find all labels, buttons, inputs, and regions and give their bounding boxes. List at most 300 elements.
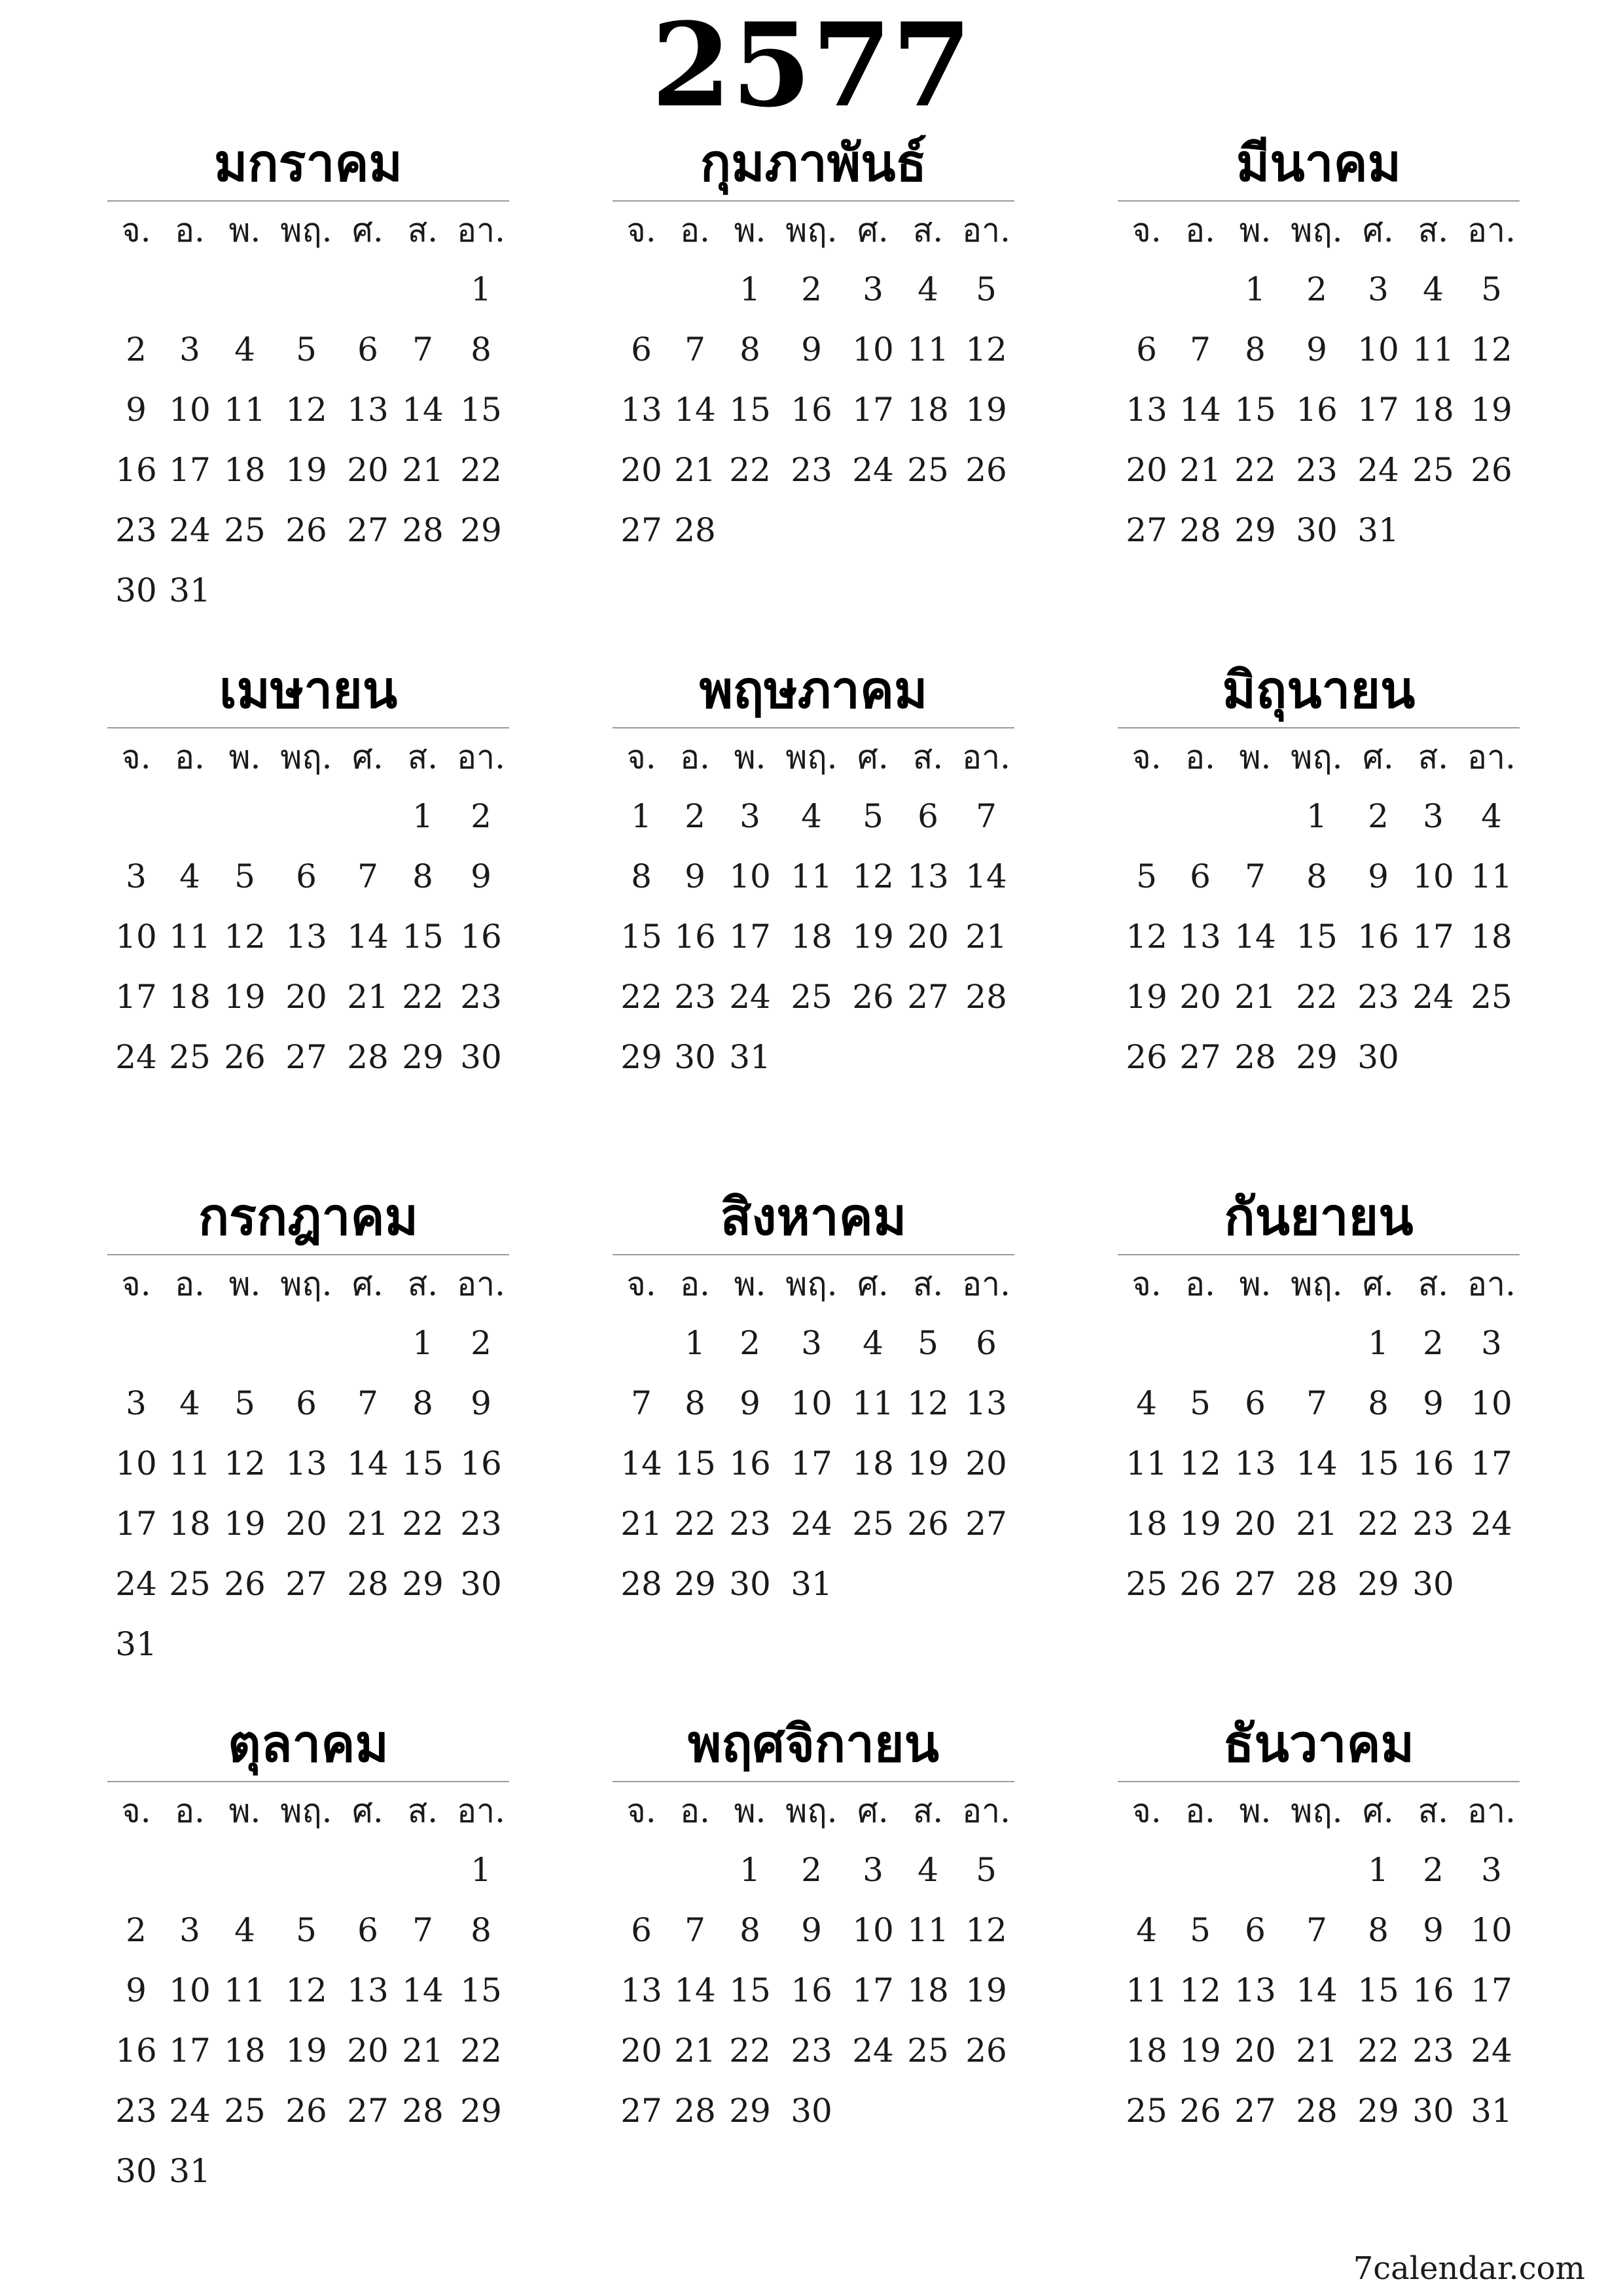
empty-cell — [1120, 1313, 1173, 1373]
day-cell: 29 — [402, 1565, 444, 1603]
day-cell: 17 — [1412, 918, 1454, 956]
day-cell: 5 — [863, 797, 883, 835]
month-name: เมษายน — [219, 661, 398, 720]
weekday-label: ส. — [1418, 1792, 1449, 1830]
day-cell: 15 — [460, 391, 502, 429]
weekday-label: ศ. — [857, 1792, 889, 1830]
day-cell: 25 — [791, 978, 832, 1016]
day-cell: 8 — [1368, 1384, 1389, 1422]
weekday-label: ส. — [912, 738, 944, 776]
day-cell: 8 — [740, 331, 760, 368]
day-cell: 1 — [1306, 797, 1327, 835]
day-cell: 23 — [115, 2092, 157, 2130]
day-cell: 14 — [1179, 391, 1221, 429]
weekday-label: ศ. — [352, 1792, 383, 1830]
day-cell: 22 — [1357, 1505, 1399, 1543]
day-cell: 3 — [179, 331, 200, 368]
day-cell: 8 — [631, 857, 652, 895]
day-cell: 19 — [1179, 1505, 1221, 1543]
day-cell: 11 — [169, 918, 211, 956]
day-cell: 24 — [729, 978, 771, 1016]
empty-cell — [1120, 786, 1173, 846]
weekday-label: อ. — [680, 211, 710, 249]
day-cell: 9 — [740, 1384, 760, 1422]
day-cell: 30 — [1357, 1038, 1399, 1076]
day-cell: 10 — [852, 1911, 894, 1949]
day-cell: 4 — [179, 857, 200, 895]
weekday-label: พฤ. — [1291, 738, 1343, 776]
day-cell: 24 — [852, 451, 894, 489]
day-grid — [107, 1255, 509, 1674]
month-block — [107, 1185, 509, 1674]
day-cell: 27 — [907, 978, 949, 1016]
weekday-label: ศ. — [352, 738, 383, 776]
day-cell: 23 — [729, 1505, 771, 1543]
day-cell: 24 — [1471, 1505, 1512, 1543]
day-cell: 16 — [1296, 391, 1338, 429]
day-cell: 8 — [1368, 1911, 1389, 1949]
month-name: พฤศจิกายน — [688, 1715, 939, 1774]
empty-cell — [1283, 1840, 1351, 1900]
day-cell: 27 — [1179, 1038, 1221, 1076]
day-cell: 28 — [347, 1565, 389, 1603]
day-cell: 31 — [1357, 511, 1399, 549]
day-cell: 12 — [1126, 918, 1168, 956]
weekday-label: อา. — [1467, 1265, 1516, 1303]
day-grid — [1118, 202, 1520, 560]
day-cell: 22 — [620, 978, 662, 1016]
day-cell: 9 — [126, 391, 147, 429]
weekday-label: อา. — [457, 1792, 505, 1830]
day-cell: 17 — [852, 1971, 894, 2009]
day-cell: 12 — [1471, 331, 1512, 368]
day-cell: 11 — [224, 391, 266, 429]
weekday-label: ศ. — [1363, 1792, 1394, 1830]
day-cell: 3 — [1423, 797, 1444, 835]
day-cell: 28 — [1296, 2092, 1338, 2130]
weekday-label: อ. — [1185, 1792, 1215, 1830]
day-cell: 29 — [620, 1038, 662, 1076]
weekday-label: อา. — [457, 738, 505, 776]
day-cell: 5 — [296, 1911, 317, 1949]
day-cell: 9 — [801, 1911, 822, 1949]
day-cell: 6 — [918, 797, 938, 835]
day-grid — [613, 1255, 1014, 1614]
empty-cell — [1173, 1313, 1228, 1373]
day-cell: 6 — [1190, 857, 1211, 895]
day-cell: 6 — [1245, 1384, 1266, 1422]
day-cell: 10 — [1412, 857, 1454, 895]
day-cell: 6 — [357, 331, 378, 368]
weekday-label: พฤ. — [280, 211, 332, 249]
weekday-label: ศ. — [857, 1265, 889, 1303]
weekday-label: อ. — [680, 1792, 710, 1830]
day-cell: 13 — [1179, 918, 1221, 956]
day-cell: 22 — [402, 1505, 444, 1543]
day-cell: 13 — [965, 1384, 1007, 1422]
day-cell: 29 — [674, 1565, 716, 1603]
day-cell: 2 — [1368, 797, 1389, 835]
day-cell: 26 — [1179, 2092, 1221, 2130]
empty-cell — [1283, 1313, 1351, 1373]
day-cell: 30 — [1412, 1565, 1454, 1603]
day-cell: 19 — [285, 451, 327, 489]
day-cell: 10 — [115, 918, 157, 956]
day-cell: 21 — [347, 978, 389, 1016]
empty-cell — [1120, 1840, 1173, 1900]
day-cell: 24 — [852, 2032, 894, 2070]
empty-cell — [217, 259, 272, 319]
day-cell: 7 — [1245, 857, 1266, 895]
weekday-label: จ. — [121, 211, 151, 249]
day-cell: 2 — [1423, 1324, 1444, 1362]
day-cell: 4 — [1136, 1384, 1157, 1422]
day-cell: 3 — [863, 270, 883, 308]
day-cell: 30 — [460, 1565, 502, 1603]
day-cell: 12 — [965, 1911, 1007, 1949]
day-cell: 23 — [1412, 2032, 1454, 2070]
day-cell: 5 — [976, 270, 997, 308]
day-cell: 7 — [412, 331, 433, 368]
weekday-label: อ. — [680, 1265, 710, 1303]
day-cell: 7 — [976, 797, 997, 835]
weekday-label: พฤ. — [280, 1792, 332, 1830]
day-cell: 2 — [740, 1324, 760, 1362]
day-cell: 8 — [740, 1911, 760, 1949]
day-cell: 8 — [1245, 331, 1266, 368]
day-cell: 16 — [791, 1971, 832, 2009]
day-cell: 22 — [460, 2032, 502, 2070]
day-cell: 2 — [801, 1851, 822, 1889]
weekday-label: อา. — [1467, 211, 1516, 249]
day-cell: 25 — [1471, 978, 1512, 1016]
day-cell: 31 — [1471, 2092, 1512, 2130]
day-cell: 31 — [169, 571, 211, 609]
day-cell: 4 — [1136, 1911, 1157, 1949]
month-name: ธันวาคม — [1222, 1715, 1415, 1774]
day-cell: 6 — [631, 331, 652, 368]
day-cell: 1 — [471, 270, 491, 308]
day-cell: 9 — [1423, 1911, 1444, 1949]
weekday-label: อ. — [175, 211, 205, 249]
day-cell: 3 — [1368, 270, 1389, 308]
day-cell: 20 — [285, 978, 327, 1016]
day-cell: 28 — [1296, 1565, 1338, 1603]
day-cell: 5 — [976, 1851, 997, 1889]
day-cell: 14 — [674, 391, 716, 429]
day-cell: 17 — [1357, 391, 1399, 429]
day-cell: 21 — [1296, 1505, 1338, 1543]
day-cell: 11 — [1471, 857, 1512, 895]
empty-cell — [668, 259, 722, 319]
day-cell: 3 — [863, 1851, 883, 1889]
weekday-label: พ. — [228, 1265, 261, 1303]
day-cell: 24 — [791, 1505, 832, 1543]
day-cell: 7 — [1306, 1911, 1327, 1949]
day-cell: 30 — [791, 2092, 832, 2130]
weekday-label: ส. — [1418, 211, 1449, 249]
day-cell: 27 — [1126, 511, 1168, 549]
month-block — [613, 1712, 1014, 2141]
empty-cell — [1228, 1840, 1283, 1900]
day-cell: 11 — [852, 1384, 894, 1422]
day-cell: 15 — [402, 1444, 444, 1482]
day-cell: 16 — [1412, 1444, 1454, 1482]
day-cell: 29 — [460, 511, 502, 549]
day-cell: 12 — [224, 1444, 266, 1482]
day-cell: 22 — [402, 978, 444, 1016]
day-cell: 1 — [412, 1324, 433, 1362]
day-cell: 19 — [224, 978, 266, 1016]
day-cell: 25 — [1126, 2092, 1168, 2130]
weekday-label: จ. — [1132, 211, 1162, 249]
day-cell: 23 — [460, 978, 502, 1016]
day-cell: 28 — [674, 2092, 716, 2130]
day-cell: 14 — [402, 1971, 444, 2009]
empty-cell — [1228, 786, 1283, 846]
day-cell: 12 — [1179, 1971, 1221, 2009]
day-cell: 12 — [285, 1971, 327, 2009]
day-cell: 21 — [674, 451, 716, 489]
day-cell: 24 — [169, 2092, 211, 2130]
day-cell: 16 — [115, 2032, 157, 2070]
day-cell: 31 — [169, 2152, 211, 2190]
month-block — [107, 131, 509, 620]
day-cell: 17 — [115, 978, 157, 1016]
month-name: มกราคม — [214, 134, 402, 193]
day-cell: 9 — [1423, 1384, 1444, 1422]
weekday-label: อ. — [1185, 738, 1215, 776]
day-cell: 20 — [620, 451, 662, 489]
day-cell: 18 — [224, 2032, 266, 2070]
day-cell: 14 — [620, 1444, 662, 1482]
day-cell: 22 — [1234, 451, 1276, 489]
weekday-label: ส. — [912, 1265, 944, 1303]
day-cell: 11 — [169, 1444, 211, 1482]
weekday-label: พ. — [734, 738, 766, 776]
day-cell: 25 — [169, 1565, 211, 1603]
day-cell: 8 — [1306, 857, 1327, 895]
day-cell: 27 — [347, 511, 389, 549]
weekday-label: พฤ. — [785, 1265, 838, 1303]
weekday-label: จ. — [626, 211, 656, 249]
weekday-label: พ. — [228, 1792, 261, 1830]
day-cell: 27 — [1234, 2092, 1276, 2130]
weekday-label: ศ. — [352, 1265, 383, 1303]
day-cell: 20 — [1234, 2032, 1276, 2070]
day-cell: 13 — [907, 857, 949, 895]
empty-cell — [340, 259, 395, 319]
weekday-label: พ. — [734, 1792, 766, 1830]
day-cell: 23 — [460, 1505, 502, 1543]
day-cell: 30 — [729, 1565, 771, 1603]
month-name: ตุลาคม — [228, 1715, 389, 1774]
weekday-label: พ. — [734, 1265, 766, 1303]
day-cell: 23 — [1357, 978, 1399, 1016]
day-cell: 15 — [620, 918, 662, 956]
day-cell: 2 — [801, 270, 822, 308]
day-cell: 14 — [347, 1444, 389, 1482]
day-cell: 15 — [402, 918, 444, 956]
weekday-label: อา. — [1467, 1792, 1516, 1830]
empty-cell — [340, 1840, 395, 1900]
weekday-label: ส. — [912, 211, 944, 249]
day-cell: 3 — [126, 857, 147, 895]
day-cell: 19 — [1126, 978, 1168, 1016]
weekday-label: จ. — [121, 738, 151, 776]
weekday-label: พฤ. — [785, 738, 838, 776]
day-cell: 8 — [471, 331, 491, 368]
day-cell: 4 — [1423, 270, 1444, 308]
day-cell: 12 — [852, 857, 894, 895]
day-cell: 2 — [1423, 1851, 1444, 1889]
day-grid — [613, 202, 1014, 560]
weekday-label: พฤ. — [1291, 1792, 1343, 1830]
empty-cell — [110, 1840, 162, 1900]
empty-cell — [1173, 259, 1228, 319]
weekday-label: พฤ. — [785, 211, 838, 249]
day-cell: 17 — [115, 1505, 157, 1543]
day-cell: 10 — [1471, 1384, 1512, 1422]
day-cell: 2 — [471, 797, 491, 835]
empty-cell — [395, 259, 450, 319]
day-cell: 19 — [965, 1971, 1007, 2009]
day-cell: 27 — [620, 2092, 662, 2130]
day-cell: 4 — [918, 270, 938, 308]
day-cell: 15 — [460, 1971, 502, 2009]
weekday-label: อา. — [962, 1265, 1010, 1303]
day-cell: 13 — [285, 918, 327, 956]
day-cell: 29 — [460, 2092, 502, 2130]
day-cell: 16 — [460, 918, 502, 956]
empty-cell — [1120, 259, 1173, 319]
day-cell: 11 — [907, 1911, 949, 1949]
day-cell: 19 — [852, 918, 894, 956]
day-cell: 8 — [685, 1384, 705, 1422]
day-cell: 12 — [1179, 1444, 1221, 1482]
day-cell: 30 — [115, 2152, 157, 2190]
day-cell: 30 — [460, 1038, 502, 1076]
weekday-label: ศ. — [1363, 738, 1394, 776]
day-cell: 6 — [357, 1911, 378, 1949]
day-cell: 13 — [1234, 1444, 1276, 1482]
day-cell: 18 — [169, 978, 211, 1016]
day-cell: 14 — [1234, 918, 1276, 956]
day-cell: 3 — [1481, 1324, 1502, 1362]
day-cell: 4 — [234, 331, 255, 368]
day-cell: 10 — [852, 331, 894, 368]
day-cell: 17 — [169, 2032, 211, 2070]
weekday-label: จ. — [121, 1792, 151, 1830]
day-cell: 13 — [1234, 1971, 1276, 2009]
day-cell: 22 — [729, 2032, 771, 2070]
day-cell: 24 — [115, 1565, 157, 1603]
day-cell: 17 — [729, 918, 771, 956]
day-cell: 1 — [471, 1851, 491, 1889]
empty-cell — [110, 259, 162, 319]
empty-cell — [1173, 786, 1228, 846]
weekday-label: จ. — [1132, 738, 1162, 776]
day-cell: 6 — [976, 1324, 997, 1362]
weekday-label: อา. — [457, 1265, 505, 1303]
day-cell: 29 — [1357, 1565, 1399, 1603]
day-cell: 18 — [907, 391, 949, 429]
month-name: สิงหาคม — [720, 1188, 907, 1247]
month-block — [613, 1185, 1014, 1614]
day-cell: 29 — [1357, 2092, 1399, 2130]
month-block — [613, 131, 1014, 560]
day-cell: 25 — [852, 1505, 894, 1543]
weekday-label: ศ. — [352, 211, 383, 249]
month-block — [1118, 131, 1520, 560]
day-cell: 9 — [685, 857, 705, 895]
day-cell: 25 — [907, 451, 949, 489]
day-cell: 28 — [1234, 1038, 1276, 1076]
day-grid — [1118, 1255, 1520, 1614]
day-cell: 25 — [1126, 1565, 1168, 1603]
day-cell: 20 — [1234, 1505, 1276, 1543]
weekday-label: พ. — [1239, 738, 1272, 776]
day-cell: 28 — [347, 1038, 389, 1076]
day-cell: 1 — [685, 1324, 705, 1362]
day-cell: 7 — [357, 1384, 378, 1422]
day-cell: 12 — [907, 1384, 949, 1422]
weekday-label: จ. — [1132, 1265, 1162, 1303]
day-cell: 3 — [179, 1911, 200, 1949]
day-cell: 19 — [1471, 391, 1512, 429]
year-title: 2577 — [651, 0, 972, 133]
day-cell: 12 — [965, 331, 1007, 368]
day-cell: 26 — [907, 1505, 949, 1543]
day-cell: 24 — [1412, 978, 1454, 1016]
day-cell: 2 — [471, 1324, 491, 1362]
day-cell: 26 — [285, 2092, 327, 2130]
day-cell: 10 — [169, 391, 211, 429]
day-grid — [1118, 728, 1520, 1087]
day-cell: 16 — [1412, 1971, 1454, 2009]
day-cell: 21 — [620, 1505, 662, 1543]
weekday-label: อ. — [175, 1265, 205, 1303]
day-cell: 3 — [126, 1384, 147, 1422]
month-block — [1118, 658, 1520, 1087]
weekday-label: อ. — [175, 1792, 205, 1830]
empty-cell — [272, 259, 340, 319]
day-cell: 18 — [1471, 918, 1512, 956]
weekday-label: จ. — [626, 1265, 656, 1303]
day-cell: 30 — [674, 1038, 716, 1076]
day-cell: 9 — [1306, 331, 1327, 368]
day-cell: 9 — [801, 331, 822, 368]
day-cell: 27 — [285, 1038, 327, 1076]
day-cell: 2 — [685, 797, 705, 835]
day-cell: 6 — [1136, 331, 1157, 368]
weekday-label: ส. — [407, 1792, 438, 1830]
day-cell: 9 — [1368, 857, 1389, 895]
day-cell: 18 — [1126, 1505, 1168, 1543]
day-cell: 9 — [471, 1384, 491, 1422]
day-cell: 19 — [1179, 2032, 1221, 2070]
day-cell: 26 — [1179, 1565, 1221, 1603]
day-cell: 14 — [347, 918, 389, 956]
month-block — [613, 658, 1014, 1087]
empty-cell — [272, 786, 340, 846]
day-cell: 13 — [620, 391, 662, 429]
month-name: กรกฎาคม — [198, 1188, 419, 1247]
day-cell: 19 — [224, 1505, 266, 1543]
day-cell: 24 — [1471, 2032, 1512, 2070]
weekday-label: ส. — [407, 738, 438, 776]
day-cell: 1 — [1368, 1851, 1389, 1889]
